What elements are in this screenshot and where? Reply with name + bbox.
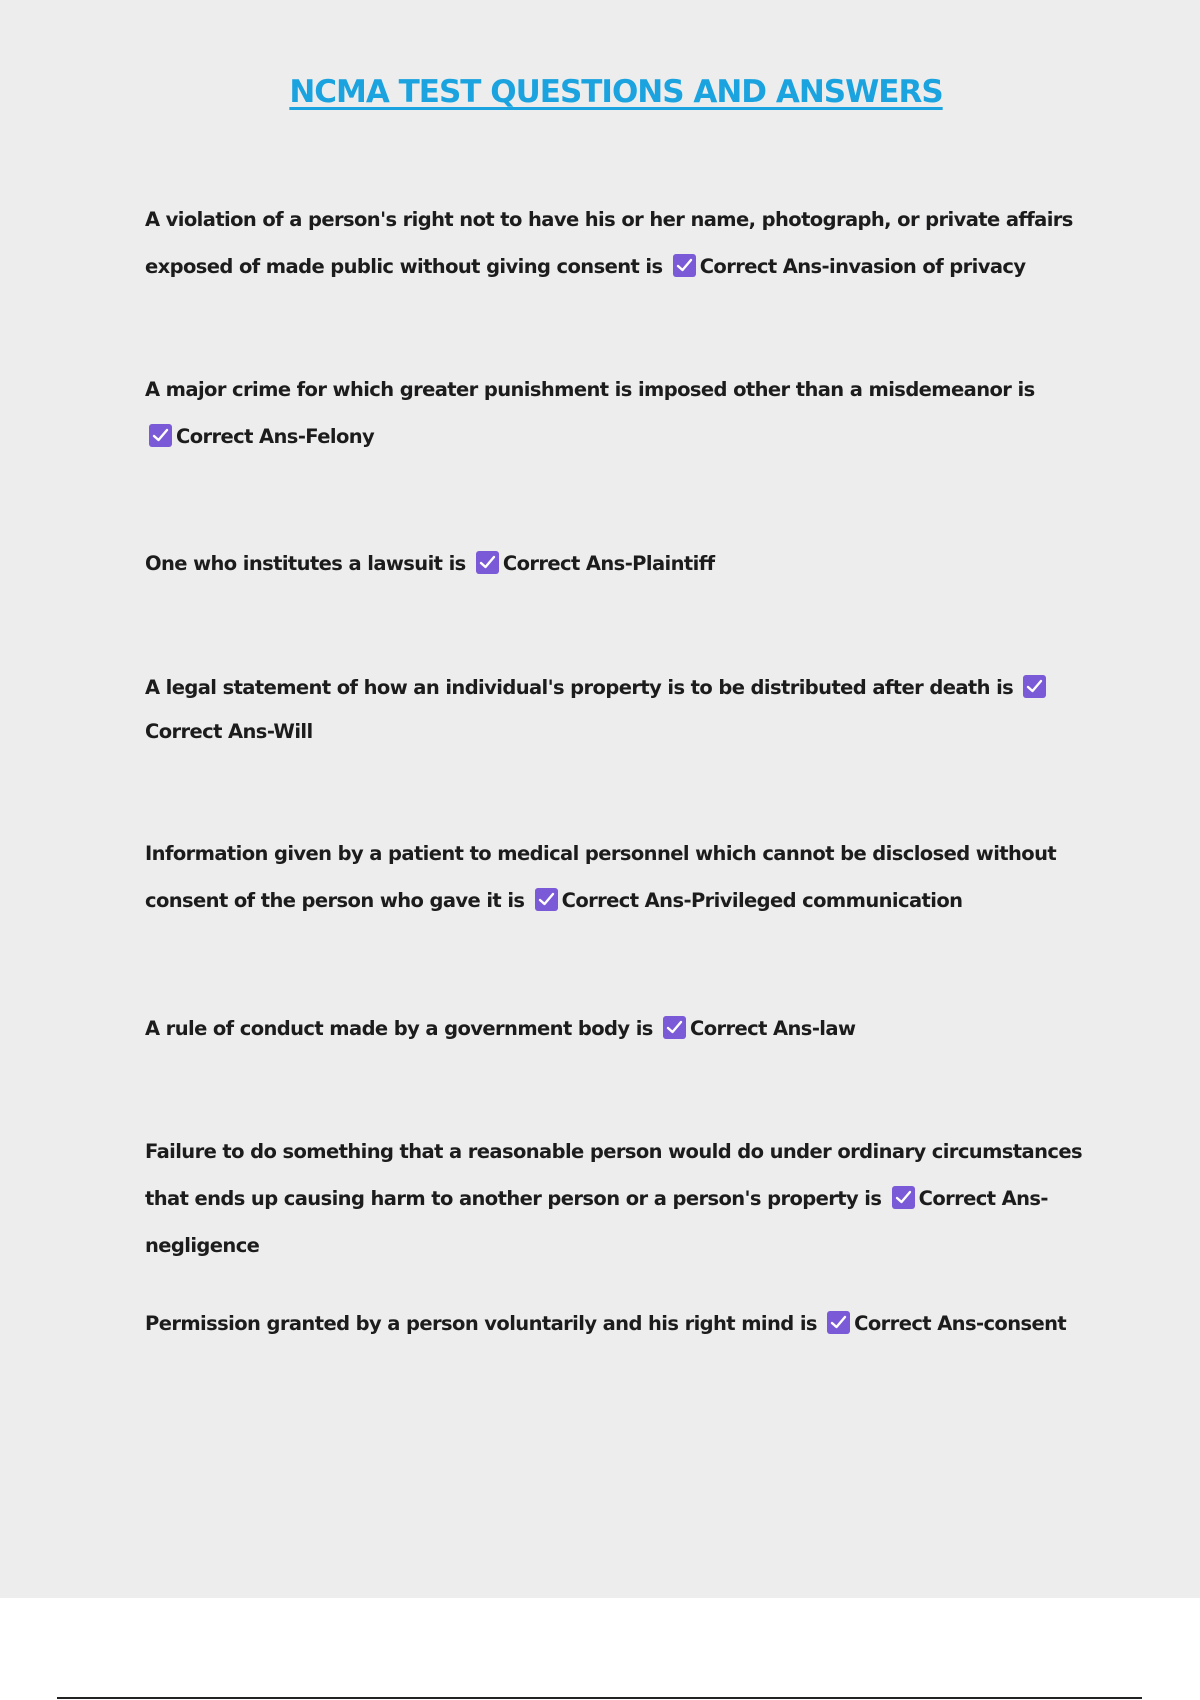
- check-box-icon: [892, 1186, 915, 1209]
- qa-item-6: [145, 1005, 1095, 1052]
- check-box-icon: [535, 888, 558, 911]
- answer-text: Correct Ans-Will: [145, 720, 313, 743]
- qa-item-7: [145, 1128, 1095, 1269]
- question-text: A major crime for which greater punishment is imposed other than a misdemeanor is: [145, 378, 1035, 401]
- qa-item-1: [145, 196, 1095, 290]
- answer-text: Correct Ans-Plaintiff: [502, 552, 715, 575]
- answer-text: Correct Ans-consent: [854, 1312, 1067, 1335]
- question-text: Permission granted by a person voluntarily and his right mind is: [145, 1312, 817, 1335]
- qa-item-5: [145, 830, 1095, 924]
- answer-text: Correct Ans-Felony: [176, 425, 375, 448]
- check-box-icon: [673, 254, 696, 277]
- check-box-icon: [663, 1016, 686, 1039]
- question-text: A violation of a person's right not to have his or her name, photograph, or private affairs exposed of made public without giving consent is: [145, 208, 1073, 278]
- answer-text: Correct Ans-Privileged communication: [561, 889, 963, 912]
- question-text: A rule of conduct made by a government body is: [145, 1017, 653, 1040]
- question-text: Information given by a patient to medical personnel which cannot be disclosed without consent of the person who gave it is: [145, 842, 1057, 912]
- qa-item-4: [145, 666, 1095, 754]
- question-text: One who institutes a lawsuit is: [145, 552, 466, 575]
- question-text: Failure to do something that a reasonable person would do under ordinary circumstances that ends up causing harm to another person or a person's property is: [145, 1140, 1082, 1210]
- check-box-icon: [149, 424, 172, 447]
- check-box-icon: [1023, 675, 1046, 698]
- qa-item-8: [145, 1300, 1095, 1347]
- answer-text: Correct Ans-negligence: [145, 1187, 1048, 1257]
- qa-item-3: [145, 540, 1095, 587]
- check-box-icon: [827, 1311, 850, 1334]
- question-text: A legal statement of how an individual's property is to be distributed after death is: [145, 676, 1014, 699]
- check-box-icon: [476, 551, 499, 574]
- page-title: NCMA TEST QUESTIONS AND ANSWERS: [289, 74, 943, 110]
- answer-text: Correct Ans-invasion of privacy: [699, 255, 1026, 278]
- qa-item-2: [145, 366, 1095, 460]
- footer-divider: [57, 1697, 1142, 1699]
- answer-text: Correct Ans-law: [690, 1017, 856, 1040]
